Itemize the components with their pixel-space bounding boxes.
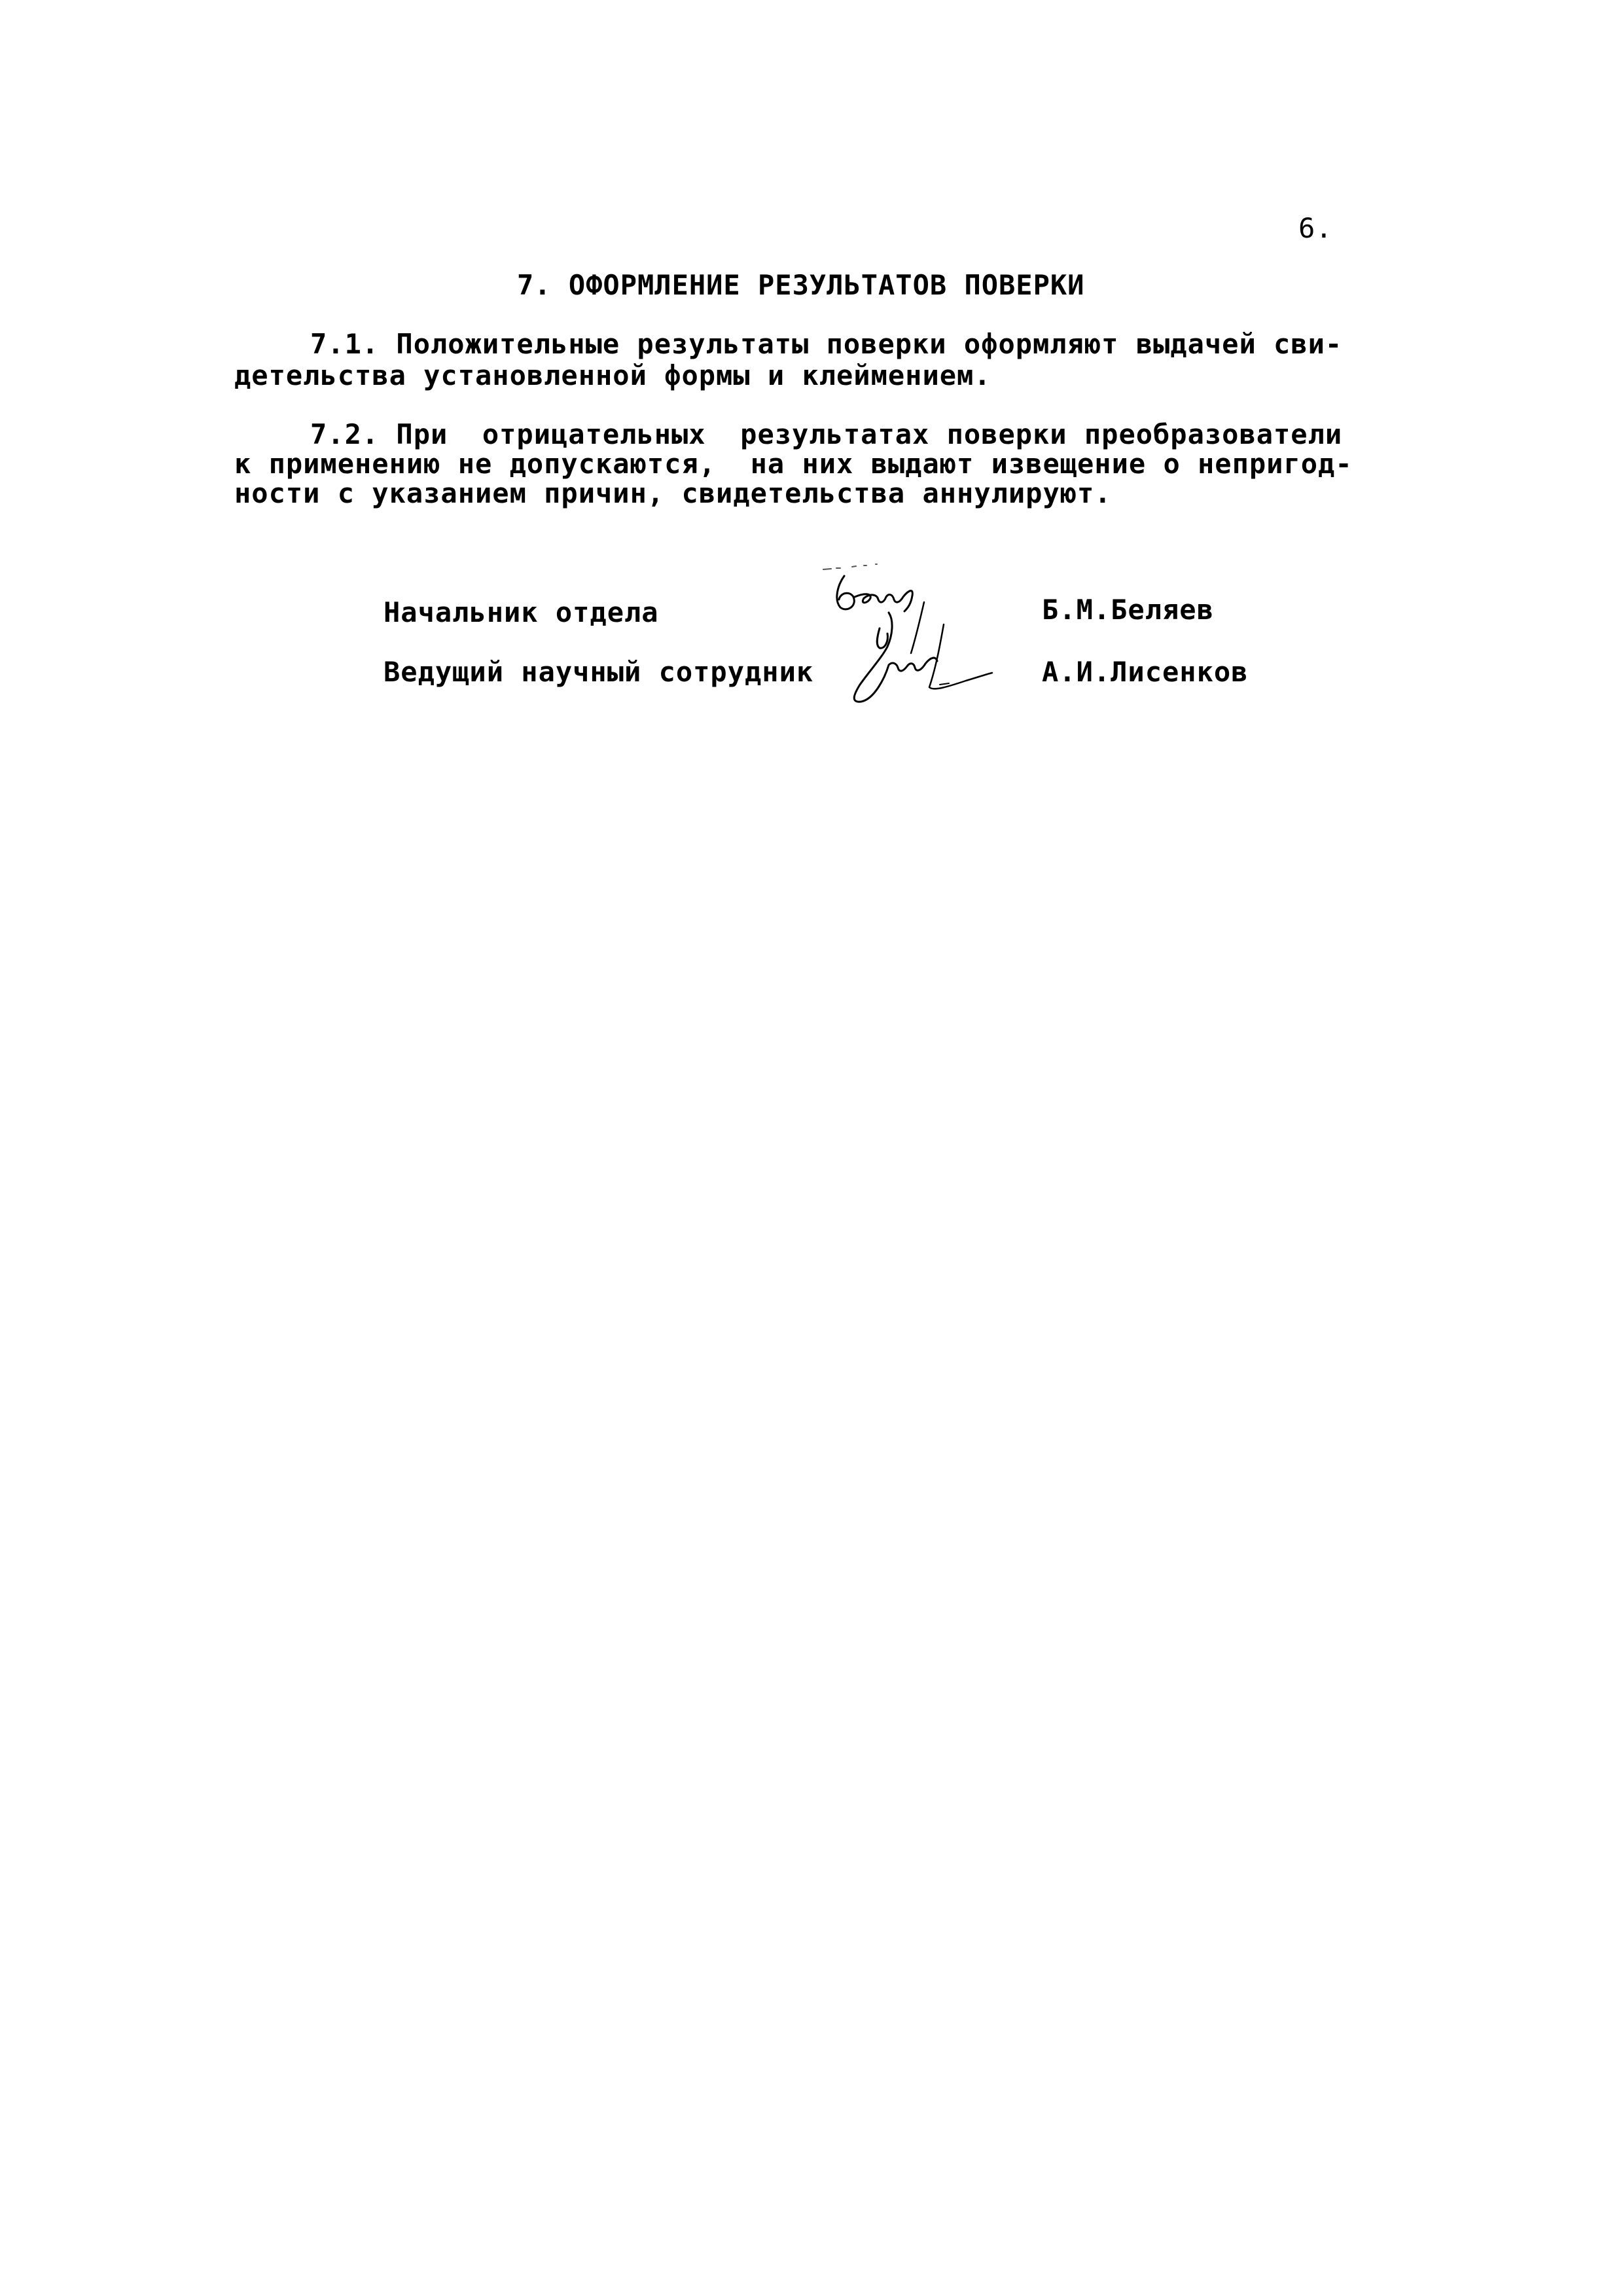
page-number: 6. [1298, 212, 1333, 244]
paragraph-7-2-line-1: 7.2. При отрицательных результатах поверки преобразователи [310, 418, 1343, 450]
paragraph-7-2-line-3: ности с указанием причин, свидетельства аннулируют. [234, 477, 1112, 509]
paragraph-7-2-line-2: к применению не допускаются, на них выдают извещение о непригод- [234, 448, 1353, 480]
signature-1-tail [911, 602, 924, 653]
signature-2-loop [877, 628, 887, 648]
signatory-1-role: Начальник отдела [383, 596, 659, 628]
paragraph-7-1-line-2: детельства установленной формы и клеймением. [234, 359, 991, 391]
signatory-2-role: Ведущий научный сотрудник [383, 656, 814, 688]
signature-2-flourish [929, 624, 992, 689]
section-title: 7. ОФОРМЛЕНИЕ РЕЗУЛЬТАТОВ ПОВЕРКИ [517, 269, 1085, 301]
paragraph-7-1-line-1: 7.1. Положительные результаты поверки оформляют выдачей сви- [310, 328, 1343, 360]
signature-1-stroke [837, 576, 912, 611]
signature-dots [823, 564, 877, 569]
handwritten-signatures [812, 556, 1060, 733]
signature-2-stroke [854, 613, 937, 702]
signature-2-dash [940, 683, 949, 685]
signatory-1-name: Б.М.Беляев [1042, 594, 1214, 626]
signatory-2-name: А.И.Лисенков [1042, 656, 1249, 688]
